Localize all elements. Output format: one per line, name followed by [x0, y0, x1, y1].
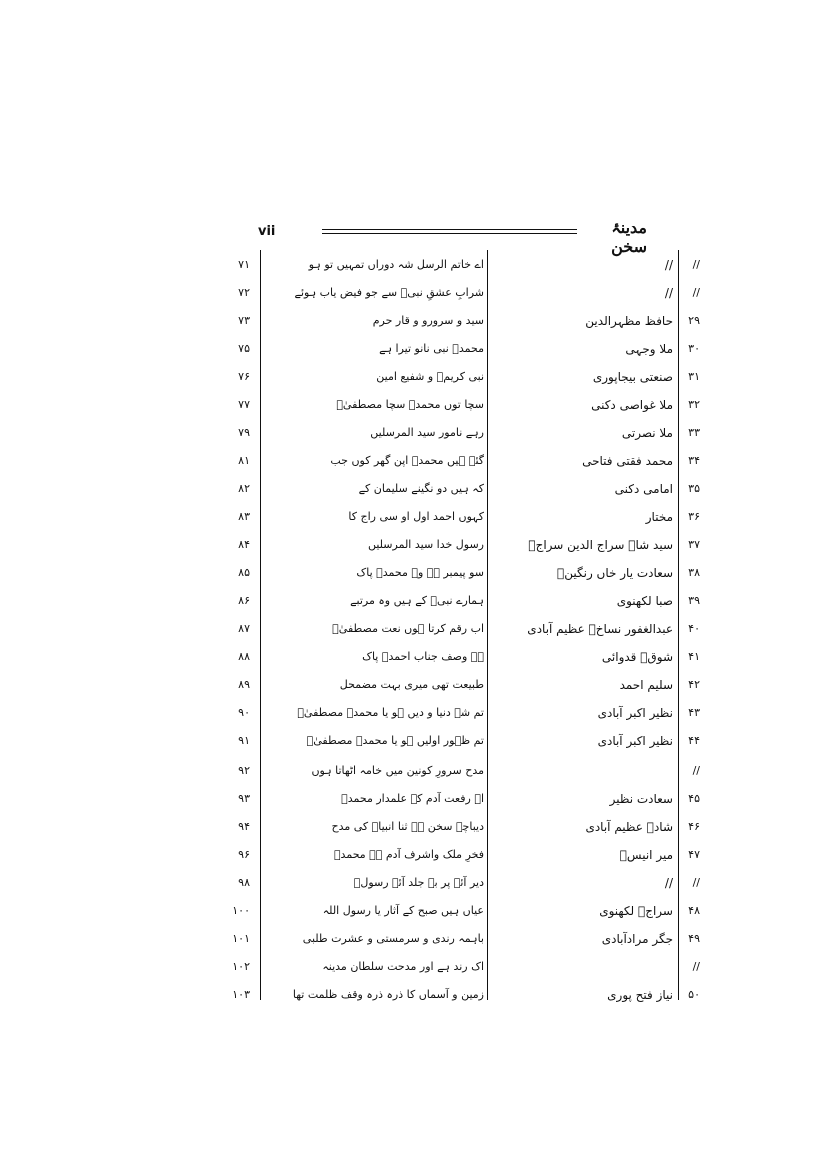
table-row	[0, 286, 826, 314]
poet-name: مختار	[645, 510, 673, 524]
verse-line: مدح سرورِ کونین میں خامہ اٹھاتا ہوں	[311, 764, 484, 777]
verse-line: دیر آئے پر بہ جلد آئے رسولؐ	[353, 876, 484, 889]
page-reference: ۷۷	[238, 398, 250, 411]
table-row	[0, 370, 826, 398]
poet-name: سید شاہ سراج الدین سراجؔ	[528, 538, 673, 552]
table-row	[0, 706, 826, 734]
table-row	[0, 904, 826, 932]
entry-number: ۴۴	[688, 734, 700, 747]
poet-name: جگر مرادآبادی	[601, 932, 673, 946]
entry-number: ۴۶	[688, 820, 700, 833]
entry-number: ۳۱	[688, 370, 700, 383]
table-row	[0, 258, 826, 286]
verse-line: سید و سرورو و قار حرم	[372, 314, 484, 327]
entry-number: ۵۰	[688, 988, 700, 1001]
page-reference: ۷۳	[238, 314, 250, 327]
poet-name: شادؔ عظیم آبادی	[585, 820, 673, 834]
poet-name: //	[664, 286, 673, 300]
poet-name: ملا وجہی	[625, 342, 673, 356]
table-row	[0, 932, 826, 960]
table-row	[0, 342, 826, 370]
page-reference: ۸۴	[238, 538, 250, 551]
table-row	[0, 960, 826, 988]
verse-line: سچا توں محمدؐ سچا مصطفیٰؐ	[336, 398, 484, 411]
poet-name: صبا لکھنوی	[616, 594, 673, 608]
page-reference: ۹۱	[238, 734, 250, 747]
poet-name: حافظ مظہرالدین	[585, 314, 673, 328]
poet-name: ملا غواصی دکنی	[591, 398, 673, 412]
poet-name: امامی دکنی	[614, 482, 673, 496]
page-reference: ۷۲	[238, 286, 250, 299]
entry-number: ۴۷	[688, 848, 700, 861]
page-reference: ۸۱	[238, 454, 250, 467]
entry-number: ۴۰	[688, 622, 700, 635]
verse-line: نبی کریمؐ و شفیع امین	[376, 370, 484, 383]
entry-number: ۳۷	[688, 538, 700, 551]
verse-line: شرابِ عشقِ نبیؐ سے جو فیض یاب ہوئے	[294, 286, 484, 299]
verse-line: اے خاتم الرسل شہ دوراں تمہیں تو ہو	[308, 258, 484, 271]
table-row	[0, 594, 826, 622]
verse-line: رسول خدا سید المرسلیں	[367, 538, 484, 551]
book-title: مدینۂ سخن	[611, 218, 647, 256]
page-reference: ۸۷	[238, 622, 250, 635]
poet-name: نیاز فتح پوری	[607, 988, 673, 1002]
table-row	[0, 314, 826, 342]
poet-name: نظیر اکبر آبادی	[597, 734, 673, 748]
verse-line: باہمہ رندی و سرمستی و عشرت طلبی	[302, 932, 484, 945]
entry-number: //	[692, 258, 700, 271]
table-row	[0, 876, 826, 904]
page-reference: ۹۶	[238, 848, 250, 861]
verse-line: اب رقم کرتا ہوں نعت مصطفیٰؐ	[332, 622, 484, 635]
verse-line: دیباچۂ سخن ہے ثنا انبیاؑ کی مدح	[331, 820, 484, 833]
entry-number: ۴۸	[688, 904, 700, 917]
verse-line: محمدؐ نبی نانو تیرا ہے	[379, 342, 484, 355]
entry-number: ۴۹	[688, 932, 700, 945]
poet-name: ملا نصرتی	[621, 426, 673, 440]
entry-number: //	[692, 286, 700, 299]
page-reference: ۹۴	[238, 820, 250, 833]
entry-number: //	[692, 876, 700, 889]
poet-name: سراجؔ لکھنوی	[599, 904, 673, 918]
table-row	[0, 820, 826, 848]
page-reference: ۱۰۱	[232, 932, 250, 945]
entry-number: ۴۱	[688, 650, 700, 663]
header-rule	[322, 233, 577, 234]
page-reference: ۱۰۲	[232, 960, 250, 973]
page-reference: ۱۰۰	[232, 904, 250, 917]
verse-line: ہمارے نبیؐ کے ہیں وہ مرتبے	[350, 594, 484, 607]
verse-line: سو پیمبر ہے وہ محمدؐ پاک	[356, 566, 484, 579]
page-reference: ۹۳	[238, 792, 250, 805]
table-row	[0, 566, 826, 594]
entry-number: ۳۰	[688, 342, 700, 355]
page-reference: ۸۲	[238, 482, 250, 495]
entry-number: ۲۹	[688, 314, 700, 327]
page-reference: ۹۰	[238, 706, 250, 719]
page-reference: ۱۰۳	[232, 988, 250, 1001]
page-reference: ۹۸	[238, 876, 250, 889]
poet-name: صنعتی بیجاپوری	[592, 370, 673, 384]
poet-name: سعادت یار خاں رنگینؔ	[557, 566, 673, 580]
page-reference: ۷۱	[238, 258, 250, 271]
table-row	[0, 792, 826, 820]
verse-line: عیاں ہیں صبح کے آثار یا رسول اللہ	[322, 904, 484, 917]
table-row	[0, 538, 826, 566]
page-reference: ۸۹	[238, 678, 250, 691]
entry-number: ۴۳	[688, 706, 700, 719]
table-row	[0, 734, 826, 762]
verse-line: گئے ہیں محمدؐ اپن گھر کوں جب	[330, 454, 484, 467]
page-reference: ۷۶	[238, 370, 250, 383]
entry-number: ۳۶	[688, 510, 700, 523]
entry-number: //	[692, 960, 700, 973]
entry-number: ۴۵	[688, 792, 700, 805]
poet-name: نظیر اکبر آبادی	[597, 706, 673, 720]
table-row	[0, 510, 826, 538]
entry-number: ۳۹	[688, 594, 700, 607]
entry-number: ۳۸	[688, 566, 700, 579]
verse-line: زمین و آسماں کا ذرہ ذرہ وقف ظلمت تھا	[292, 988, 484, 1001]
entry-number: ۳۲	[688, 398, 700, 411]
table-row	[0, 988, 826, 1016]
poet-name: //	[664, 876, 673, 890]
table-row	[0, 426, 826, 454]
entry-number: ۳۵	[688, 482, 700, 495]
verse-line: ہے وصف جناب احمدؐ پاک	[362, 650, 484, 663]
page-reference: ۸۸	[238, 650, 250, 663]
page-number: vii	[258, 224, 276, 239]
entry-number: ۳۴	[688, 454, 700, 467]
table-row	[0, 482, 826, 510]
poet-name: میر انیسؔ	[619, 848, 673, 862]
page-reference: ۸۵	[238, 566, 250, 579]
poet-name: //	[664, 258, 673, 272]
table-row	[0, 650, 826, 678]
table-row	[0, 454, 826, 482]
verse-line: طبیعت تھی میری بہت مضمحل	[339, 678, 484, 691]
poet-name: سلیم احمد	[619, 678, 673, 692]
verse-line: اک رند ہے اور مدحت سلطان مدینہ	[322, 960, 484, 973]
verse-line: اے رفعت آدم کے علمدار محمدؐ	[341, 792, 484, 805]
page-reference: ۷۹	[238, 426, 250, 439]
poet-name: عبدالغفور نساخؔ عظیم آبادی	[527, 622, 673, 636]
entry-number: ۴۲	[688, 678, 700, 691]
table-row	[0, 678, 826, 706]
poet-name: سعادت نظیر	[609, 792, 673, 806]
poet-name: شوقؔ قدوائی	[601, 650, 673, 664]
poet-name: محمد فقتی فتاحی	[582, 454, 673, 468]
table-row	[0, 848, 826, 876]
verse-line: تم شہ دنیا و دیں ہو یا محمدؐ مصطفیٰؐ	[297, 706, 484, 719]
verse-line: کہوں احمد اول او سی راج کا	[348, 510, 484, 523]
page-reference: ۹۲	[238, 764, 250, 777]
table-row	[0, 764, 826, 792]
page-reference: ۸۳	[238, 510, 250, 523]
entry-number: //	[692, 764, 700, 777]
table-row	[0, 622, 826, 650]
verse-line: فخرِ ملک واشرف آدم ہے محمدؐ	[333, 848, 484, 861]
table-row	[0, 398, 826, 426]
verse-line: تم ظہور اولیں ہو یا محمدؐ مصطفیٰؐ	[306, 734, 484, 747]
entry-number: ۳۳	[688, 426, 700, 439]
page-reference: ۸۶	[238, 594, 250, 607]
verse-line: رہے نامور سید المرسلیں	[370, 426, 484, 439]
verse-line: کہ ہیں دو نگینے سلیمان کے	[358, 482, 484, 495]
page-reference: ۷۵	[238, 342, 250, 355]
header-rule	[322, 229, 577, 230]
